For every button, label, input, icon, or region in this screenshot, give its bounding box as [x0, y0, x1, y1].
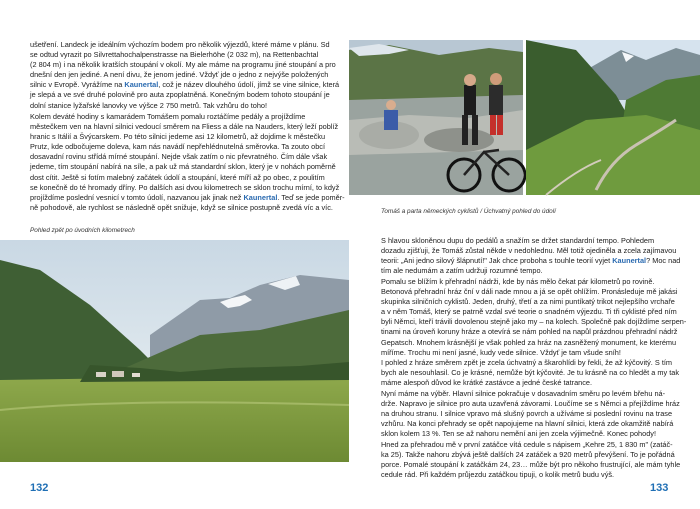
right-paragraph-4 — [381, 389, 680, 439]
text-line: Betonová přehradní hráz ční v dáli nade mnou a já se opět ohlížím. Pronásleduje mě jakási — [381, 287, 678, 297]
text-line: cedule rád. Při každém průjezdu zatáčkou tipuji, o kolik metrů budu výš. — [381, 470, 615, 480]
text-line: míříme. Trochu mi není jasné, kudy vede silnice. Vždyť je tam všude sníh! — [381, 347, 621, 357]
text-line: bych ale nesouhlasil. Co je krásné, nemůže být kýčovité. Je tu krásně na co hledět a my tak — [381, 368, 679, 378]
text-line: sklon kolem 13 %. Ten se až nahoru nemění ani jen zcela výjimečně. Konec pohody! — [381, 429, 657, 439]
mountain-valley-photo — [0, 240, 349, 462]
text-line: dolní stanice lyžařské lanovky ve výšce 2 750 metrů. Tak vzhůru do toho! — [30, 100, 268, 110]
right-paragraph-3 — [381, 358, 679, 388]
text-line: je slepá a ve své druhé polovině pro auta zpoplatněná. Konečným bodem tohoto stoupání je — [30, 90, 330, 100]
text-line: ušetření. Landeck je ideálním výchozím bodem pro několik výjezdů, které máme v plánu. Sd — [30, 40, 330, 49]
text-line: dosavadní rovinu střídá mírné stoupání. Nejde však zatím o nic převratného. Čím dále však — [30, 152, 328, 162]
right-page-number: 133 — [650, 482, 669, 494]
text-line: teorii: „Ani jedno silový šlápnutí!" Jak chce proboha s touhle teorií vyjet Kaunertal? Moc nad — [381, 256, 681, 266]
text-line: se konečně do té hromady dříny. Po dalších asi dvou kilometrech se sklon trochu mírní, to když — [30, 182, 340, 192]
text-line: (2 804 m) i na několik kratších stoupání v okolí. My ale máme na programu jiné stoupání a pro — [30, 60, 336, 70]
text-line: Nyní máme na výběr. Hlavní silnice pokračuje v dosavadním směru po levém břehu ná- — [381, 389, 666, 398]
text-line: dnešní den jen jediné. A není divu, že jenom jediné. Vždyť jde o jedno z nejvýše položených — [30, 70, 329, 80]
text-line: drže. Napravo je silnice pro auta uzavřená závorami. Loučíme se s Němci a přejíždíme hráz — [381, 399, 680, 409]
text-line: máme alespoň důvod ke krátké zastávce a jedné české tatrance. — [381, 378, 593, 388]
text-line: dost cítit. Ještě si fotím malebný začátek údolí a stoupání, které míří až po obec, z poulitím — [30, 172, 325, 182]
text-line: Pomalu se blížím k přehradní nádrži, kde by nás mělo čekat pár kilometrů po rovině. — [381, 277, 655, 286]
place-name-highlight: Kaunertal — [124, 80, 159, 90]
right-paragraph-1 — [381, 236, 681, 276]
text-line: tím ale nedumám a zatím udržuji rozumné tempo. — [381, 266, 543, 276]
place-name-highlight: Kaunertal — [612, 256, 647, 266]
text-line: ně pohodově, ale rychlost se následně opět snižuje, když se silnice postupně zvedá víc a víc. — [30, 202, 333, 212]
text-line: jedeme, tím stoupání nabírá na síle, a pak už má standardní sklon, který je v nohách poměrně — [30, 162, 336, 172]
text-line: Gepatsch. Mnohem krásnější je však pohled za hráz na zasněžený monument, ke kterému — [381, 337, 677, 347]
right-paragraph-2 — [381, 277, 687, 358]
text-line: vzhůru. Na konci přehrady se opět napojujeme na hlavní silnici, která zde okamžitě nabírá — [381, 419, 674, 429]
text-line: skupinka silničních cyklistů. Jeden, druhý, třetí a za nimi puntíkatý trikot nejlepšího vrchaře — [381, 297, 675, 307]
left-photo-caption: Pohled zpět po úvodních kilometrech — [30, 227, 135, 234]
left-page-number: 132 — [30, 482, 49, 494]
text-line: silnic v Evropě. Vyrážíme na Kaunertal, což je název dlouhého údolí, jímž se vine silnice, která — [30, 80, 340, 90]
text-line: porce. Pomalé stoupání k zatáčkám 24, 23… může být pro někoho frustrující, ale mám tyhle — [381, 460, 681, 470]
text-line: dozadu zjišťuji, že Tomáš zůstal někde v nedohlednu. Měl totiž ojediněla a zcela zajímavou — [381, 246, 677, 256]
left-paragraph-2 — [30, 112, 345, 213]
text-line: městečkem ven na hlavní silnici vedoucí směrem na Fliess a dále na Nauders, který leží poblíž — [30, 122, 339, 132]
text-line: hranic s Itálií a Švýcarskem. Po této silnici jedeme asi 12 kilometrů, až dojdime k městečku — [30, 132, 326, 142]
text-line: byli Němci, kteří trávili dovolenou stejně jako my – na kolech. Společně pak dojíždíme serpen- — [381, 317, 687, 327]
text-line: Prutz, kde odbočujeme doleva, kam nás navádí nepřehlédnutelná směrovka. Ta zouto obcí — [30, 142, 326, 152]
text-line: tinami na úroveň koruny hráze a otevírá se nám pohled na napůl prázdnou přehradní nádrž — [381, 327, 678, 337]
right-photo-caption: Tomáš a parta německých cyklistů / Úchvatný pohled do údolí — [381, 208, 556, 215]
cyclists-photo — [349, 40, 523, 195]
text-line: na druhou stranu. I silnice vpravo má slušný povrch a užíváme si poslední rovinu na trase — [381, 409, 673, 419]
text-line: se odtud vyrazit po Silvrettahochalpenstrasse na Bielerhöhe (2 032 m), na Rettenbachtal — [30, 50, 319, 60]
text-line: projíždíme poslední vesnicí v tomto údolí, nazvanou jak jinak než Kaunertal. Teď se jede poměr- — [30, 192, 345, 202]
text-line: S hlavou skloněnou dupu do pedálů a snažím se držet standardní tempo. Pohledem — [381, 236, 655, 245]
text-line: I pohled z hráze směrem zpět je zcela úchvatný a škarohlídi by řekli, že až kýčovitý. S tím — [381, 358, 673, 367]
green-valley-photo — [526, 40, 700, 195]
text-line: Hned za přehradou mě v první zatáčce vítá cedule s nápisem „Kehre 25, 1 830 m" (zatáč- — [381, 440, 673, 449]
left-paragraph-1 — [30, 40, 340, 111]
text-line: a v něm Tomáš, který se patrně vzdal své teorie o snadném výjezdu. Ti tři cyklisté před ním — [381, 307, 677, 317]
text-line: Kolem deváté hodiny s kamarádem Tomášem pomalu roztáčíme pedály a projíždíme — [30, 112, 306, 121]
right-paragraph-5 — [381, 440, 681, 480]
text-line: ka 25). Takže nahoru zbývá ještě dalších 24 zatáček a 920 metrů převýšení. To je pořádná — [381, 450, 675, 460]
place-name-highlight: Kaunertal — [243, 192, 278, 202]
